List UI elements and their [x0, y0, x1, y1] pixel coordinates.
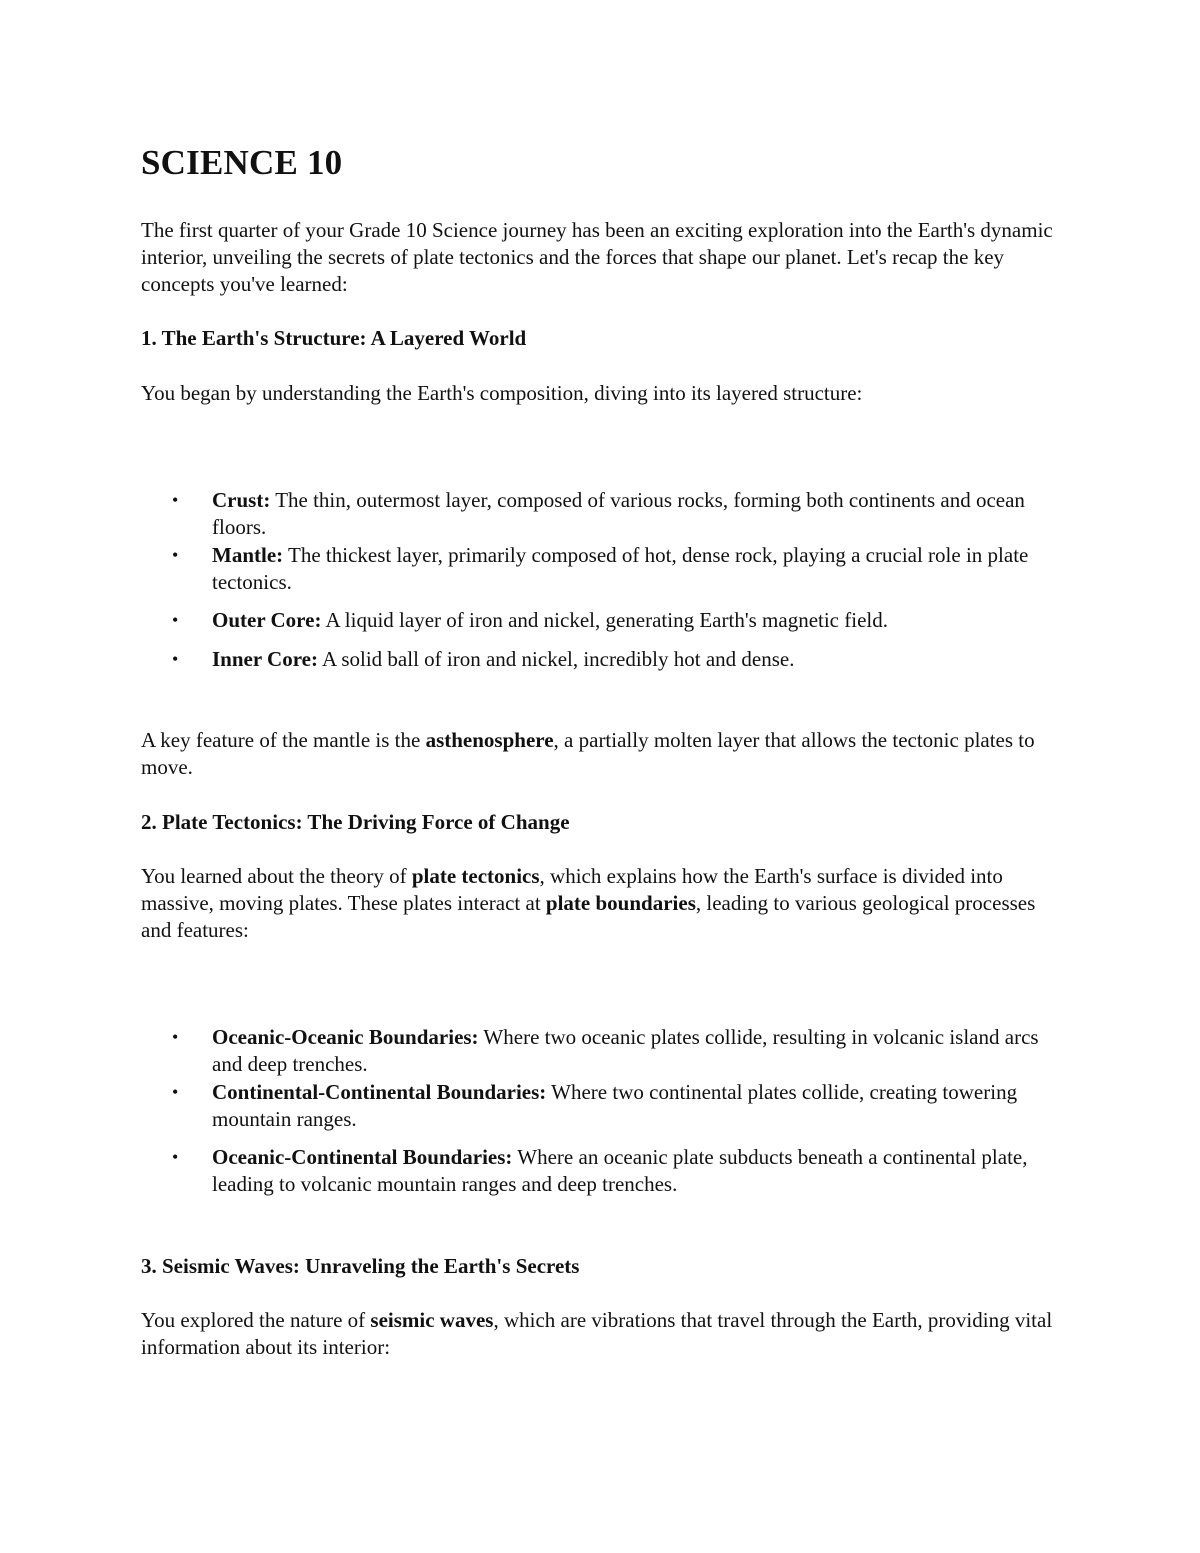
- bullet-icon: •: [172, 1082, 179, 1102]
- section-3-heading: 3. Seismic Waves: Unraveling the Earth's Secrets: [141, 1254, 580, 1278]
- section-1-lead: You began by understanding the Earth's composition, diving into its layered structure:: [141, 381, 863, 405]
- key-term: plate boundaries: [545, 891, 696, 915]
- plate-boundaries-list: [141, 1024, 1071, 1198]
- bullet-icon: •: [172, 649, 179, 669]
- asthenosphere-paragraph: [141, 727, 1061, 781]
- key-term: asthenosphere: [425, 728, 554, 752]
- list-item: [141, 487, 1071, 541]
- paragraph-text: A key feature of the mantle is the: [141, 728, 426, 752]
- list-item-text: Where two oceanic plates collide, resulting in volcanic island arcs and deep trenches.: [212, 1025, 1039, 1076]
- key-term: plate tectonics: [411, 864, 540, 888]
- list-item-term: Mantle:: [212, 543, 284, 567]
- paragraph-text: , which are vibrations that travel through the Earth, providing vital information about its interior:: [141, 1308, 1053, 1359]
- list-item-text: Where an oceanic plate subducts beneath a continental plate, leading to volcanic mountain ranges and deep trenches.: [212, 1145, 1028, 1196]
- list-item-text: The thin, outermost layer, composed of various rocks, forming both continents and ocean floors.: [212, 488, 1025, 539]
- list-item-term: Continental-Continental Boundaries:: [212, 1080, 547, 1104]
- section-2-lead: [141, 863, 1061, 944]
- section-3-lead: [141, 1307, 1061, 1361]
- paragraph-text: , leading to various geological processes and features:: [141, 891, 1036, 942]
- key-term: seismic waves: [370, 1308, 494, 1332]
- list-item: [141, 646, 1071, 673]
- section-2-heading: 2. Plate Tectonics: The Driving Force of Change: [141, 810, 570, 834]
- paragraph-text: You learned about the theory of: [141, 864, 412, 888]
- paragraph-text: , a partially molten layer that allows the tectonic plates to move.: [141, 728, 1035, 779]
- earth-layers-list: [141, 487, 1071, 673]
- list-item: [141, 1024, 1071, 1078]
- list-item: [141, 542, 1071, 596]
- bullet-icon: •: [172, 1147, 179, 1167]
- page-title: SCIENCE 10: [141, 143, 343, 182]
- list-item-text: Where two continental plates collide, creating towering mountain ranges.: [212, 1080, 1018, 1131]
- paragraph-text: , which explains how the Earth's surface is divided into massive, moving plates. These plates interact at: [141, 864, 1003, 915]
- list-item: [141, 1144, 1071, 1198]
- list-item-text: The thickest layer, primarily composed of hot, dense rock, playing a crucial role in plate tectonics.: [212, 543, 1029, 594]
- list-item-term: Oceanic-Continental Boundaries:: [212, 1145, 513, 1169]
- paragraph-text: You explored the nature of: [141, 1308, 371, 1332]
- list-item-term: Inner Core:: [212, 647, 318, 671]
- list-item-term: Crust:: [212, 488, 271, 512]
- bullet-icon: •: [172, 610, 179, 630]
- list-item: [141, 607, 1071, 634]
- bullet-icon: •: [172, 545, 179, 565]
- list-item: [141, 1079, 1071, 1133]
- bullet-icon: •: [172, 490, 179, 510]
- list-item-term: Oceanic-Oceanic Boundaries:: [212, 1025, 479, 1049]
- list-item-text: A liquid layer of iron and nickel, generating Earth's magnetic field.: [321, 608, 888, 632]
- intro-paragraph: The first quarter of your Grade 10 Science journey has been an exciting exploration into the Earth's dynamic interior, unveiling the secrets of plate tectonics and the forces that shape our planet. Let's recap the key concepts you've learned:: [141, 218, 1053, 296]
- list-item-text: A solid ball of iron and nickel, incredibly hot and dense.: [317, 647, 795, 671]
- section-1-heading: 1. The Earth's Structure: A Layered World: [141, 326, 527, 350]
- list-item-term: Outer Core:: [212, 608, 322, 632]
- bullet-icon: •: [172, 1027, 179, 1047]
